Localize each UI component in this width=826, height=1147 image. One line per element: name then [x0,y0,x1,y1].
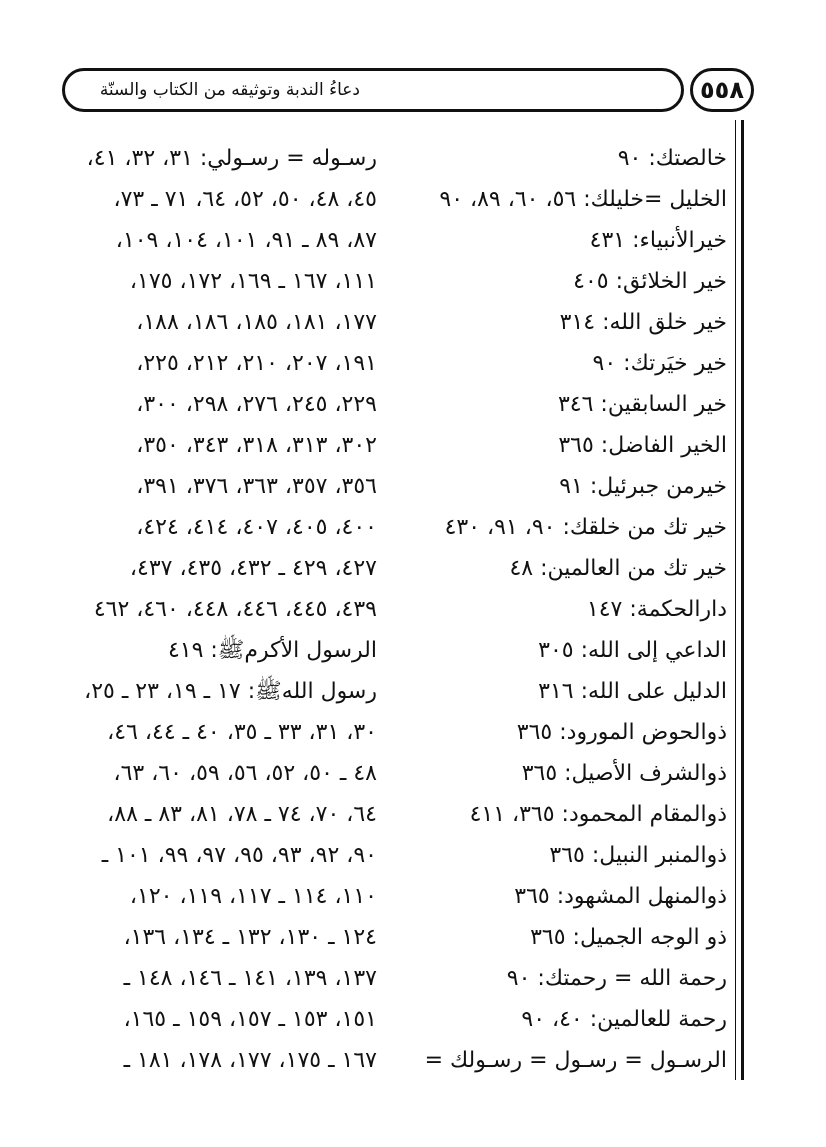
index-column-left [75,138,377,1081]
index-entry: ٨٧، ٨٩ ـ ٩١، ١٠١، ١٠٤، ١٠٩، [115,228,377,253]
index-entry: خالصتك: ٩٠ [617,146,727,171]
index-entry: ٤٣٩، ٤٤٥، ٤٤٦، ٤٤٨، ٤٦٠، ٤٦٢ [93,597,377,622]
index-entry: ٤٠٠، ٤٠٥، ٤٠٧، ٤١٤، ٤٢٤، [136,515,377,540]
index-entry: ٣٠، ٣١، ٣٣ ـ ٣٥، ٤٠ ـ ٤٤، ٤٦، [107,720,377,745]
index-entry: ٦٤، ٧٠، ٧٤ ـ ٧٨، ٨١، ٨٣ ـ ٨٨، [107,802,377,827]
index-entry: خيرالأنبياء: ٤٣١ [589,228,727,253]
index-entry: ١١١، ١٦٧ ـ ١٦٩، ١٧٢، ١٧٥، [129,269,377,294]
index-entry: ٤٢٧، ٤٢٩ ـ ٤٣٢، ٤٣٥، ٤٣٧، [129,556,377,581]
index-entry: رسـوله = رسـولي: ٣١، ٣٢، ٤١، [86,146,377,171]
index-entry: الخليل =خليلك: ٥٦، ٦٠، ٨٩، ٩٠ [439,187,727,212]
index-entry: ذوالشرف الأصيل: ٣٦٥ [521,761,727,786]
index-entry: الداعي إلى الله: ٣٠٥ [538,638,727,663]
page-number: ٥٥٨ [700,76,744,104]
index-entry: ذو الوجه الجميل: ٣٦٥ [530,925,727,950]
index-entry: خير تك من العالمين: ٤٨ [509,556,727,581]
index-entry: دارالحكمة: ١٤٧ [586,597,727,622]
index-entry: ١٢٤ ـ ١٣٠، ١٣٢ ـ ١٣٤، ١٣٦، [123,925,377,950]
index-entry: ٣٠٢، ٣١٣، ٣١٨، ٣٤٣، ٣٥٠، [136,433,377,458]
index-entry: ذوالمنهل المشهود: ٣٦٥ [514,884,727,909]
margin-rule-thick [741,120,744,1080]
index-entry: ١١٠، ١١٤ ـ ١١٧، ١١٩، ١٢٠، [129,884,377,909]
index-entry: ١٣٧، ١٣٩، ١٤١ ـ ١٤٦، ١٤٨ ـ [123,966,377,991]
index-column-right [400,138,727,1081]
index-entry: خير السابقين: ٣٤٦ [557,392,727,417]
index-entry: ٩٠، ٩٢، ٩٣، ٩٥، ٩٧، ٩٩، ١٠١ ـ [101,843,377,868]
index-entry: الدليل على الله: ٣١٦ [538,679,727,704]
index-entry: رسول اللهﷺ: ١٧ ـ ١٩، ٢٣ ـ ٢٥، [84,679,377,704]
index-entry: ١٧٧، ١٨١، ١٨٥، ١٨٦، ١٨٨، [136,310,377,335]
margin-rule-thin [735,120,736,1080]
index-entry: خير تك من خلقك: ٩٠، ٩١، ٤٣٠ [444,515,727,540]
index-entry: ذوالمقام المحمود: ٣٦٥، ٤١١ [469,802,727,827]
index-entry: ٣٥٦، ٣٥٧، ٣٦٣، ٣٧٦، ٣٩١، [136,474,377,499]
index-entry: ١٩١، ٢٠٧، ٢١٠، ٢١٢، ٢٢٥، [136,351,377,376]
index-entry: الرسول الأكرمﷺ: ٤١٩ [167,638,377,663]
running-title: دعاءُ الندبة وتوثيقه من الكتاب والسنّة [99,80,360,100]
index-entry: خير خيَرتك: ٩٠ [592,351,727,376]
index-entry: خير الخلائق: ٤٠٥ [573,269,727,294]
index-entry: ذوالحوض المورود: ٣٦٥ [516,720,727,745]
index-entry: ٤٥، ٤٨، ٥٠، ٥٢، ٦٤، ٧١ ـ ٧٣، [113,187,377,212]
index-entry: ذوالمنبر النبيل: ٣٦٥ [549,843,727,868]
index-entry: ١٦٧ ـ ١٧٥، ١٧٧، ١٧٨، ١٨١ ـ [123,1048,377,1073]
index-entry: رحمة للعالمين: ٤٠، ٩٠ [521,1007,727,1032]
index-entry: خير خلق الله: ٣١٤ [559,310,727,335]
index-entry: ١٥١، ١٥٣ ـ ١٥٧، ١٥٩ ـ ١٦٥، [123,1007,377,1032]
index-entry: رحمة الله = رحمتك: ٩٠ [506,966,727,991]
index-entry: الرسـول = رسـول = رسـولك = [424,1048,727,1073]
index-entry: ٢٢٩، ٢٤٥، ٢٧٦، ٢٩٨، ٣٠٠، [136,392,377,417]
index-entry: ٤٨ ـ ٥٠، ٥٢، ٥٦، ٥٩، ٦٠، ٦٣، [113,761,377,786]
index-entry: خيرمن جبرئيل: ٩١ [559,474,727,499]
index-entry: الخير الفاضل: ٣٦٥ [558,433,727,458]
